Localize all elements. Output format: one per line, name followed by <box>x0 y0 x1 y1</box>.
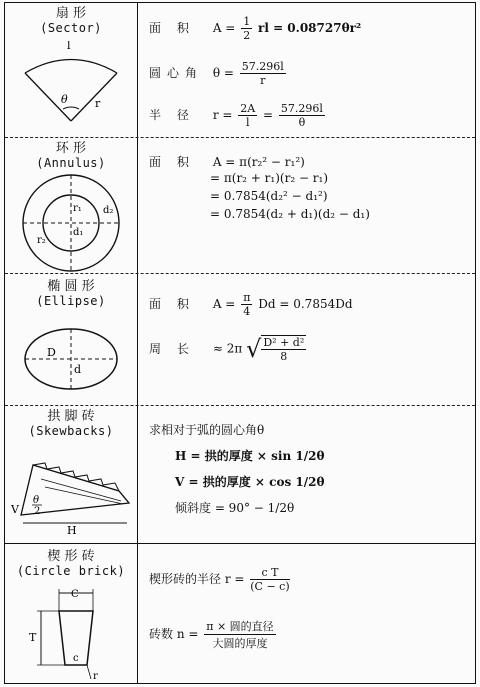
circle-brick-name-cn: 楔 形 砖 <box>47 549 95 564</box>
annulus-label-d2: d₂ <box>103 205 114 216</box>
ellipse-perimeter-formula: 周 长 ≈ 2π √ $\frac{\text{D² + d²}}{8}$ <box>149 335 305 363</box>
annulus-label-r1: r₁ <box>73 203 82 214</box>
row-separator <box>5 137 475 138</box>
sector-label-theta: θ <box>61 93 68 106</box>
circle-brick-label-c: c <box>73 653 79 664</box>
formula-table <box>4 2 476 684</box>
skewbacks-label-2: 2 <box>34 506 41 517</box>
sector-radius-formula: 半 径 r = $\frac{2A}{l}$ = $\frac{57.296l}{\theta}$ <box>149 102 323 129</box>
ellipse-area-formula: 面 积 A = $\frac{\pi}{4}$ Dd = 0.7854Dd <box>149 291 353 318</box>
circle-brick-label-C: C <box>71 589 79 600</box>
ellipse-title <box>5 279 137 309</box>
sector-name-en: (Sector) <box>40 21 102 35</box>
skewbacks-intro: 求相对于弧的圆心角θ <box>149 423 265 437</box>
annulus-name-en: (Annulus) <box>36 156 106 170</box>
sector-angle-formula: 圆心角 θ = $\frac{57.296l}{r}$ <box>149 60 284 87</box>
sector-title <box>5 6 137 36</box>
skewbacks-figure <box>11 443 135 535</box>
ellipse-label-D: D <box>47 346 56 359</box>
annulus-name-cn: 环 形 <box>55 141 87 156</box>
skewbacks-title <box>5 409 137 439</box>
skewbacks-name-cn: 拱 脚 砖 <box>47 409 95 424</box>
circle-brick-count-formula: 砖数 n = $\frac{\text{π × 圆的直径}}{\text{大圆的厚度}}$ <box>149 620 274 650</box>
sector-name-cn: 扇 形 <box>55 6 87 21</box>
skewbacks-label-theta: θ <box>33 495 40 506</box>
annulus-label-d1: d₁ <box>73 227 84 238</box>
row-separator <box>5 273 475 274</box>
skewbacks-h-formula: H = 拱的厚度 × sin 1/2θ <box>175 449 325 463</box>
circle-brick-figure <box>11 583 131 681</box>
skewbacks-name-en: (Skewbacks) <box>28 424 114 438</box>
ellipse-figure <box>11 323 131 395</box>
annulus-area-line4: = 0.7854(d₂ + d₁)(d₂ − d₁) <box>210 207 370 221</box>
skewbacks-slope-formula: 倾斜度 = 90° − 1/2θ <box>175 501 295 515</box>
sector-label-l: l <box>67 41 71 52</box>
column-divider <box>137 3 138 683</box>
sector-figure <box>11 41 131 126</box>
circle-brick-title <box>5 549 137 579</box>
annulus-area-line2: = π(r₂ + r₁)(r₂ − r₁) <box>210 171 329 185</box>
sector-area-formula: 面 积 A = $\frac{1}{2}$ rl = 0.08727θr² <box>149 15 362 42</box>
sector-label-r: r <box>95 97 101 110</box>
circle-brick-label-r: r <box>93 671 98 681</box>
annulus-area-line3: = 0.7854(d₂² − d₁²) <box>210 189 328 203</box>
circle-brick-name-en: (Circle brick) <box>16 564 126 578</box>
annulus-label-r2: r₂ <box>37 235 46 246</box>
skewbacks-label-H: H <box>67 524 77 535</box>
row-separator <box>5 543 475 544</box>
circle-brick-radius-formula: 楔形砖的半径 r = $\frac{\text{c T}}{(C - c)}$ <box>149 566 290 593</box>
skewbacks-v-formula: V = 拱的厚度 × cos 1/2θ <box>175 475 325 489</box>
row-separator <box>5 405 475 406</box>
ellipse-label-d: d <box>74 363 82 376</box>
circle-brick-label-T: T <box>29 631 37 644</box>
annulus-title <box>5 141 137 171</box>
ellipse-name-cn: 椭 圆 形 <box>47 279 95 294</box>
annulus-area-line1: 面 积 A = π(r₂² − r₁²) <box>149 155 305 169</box>
ellipse-name-en: (Ellipse) <box>36 294 106 308</box>
skewbacks-label-V: V <box>11 503 19 516</box>
annulus-figure <box>11 171 131 275</box>
